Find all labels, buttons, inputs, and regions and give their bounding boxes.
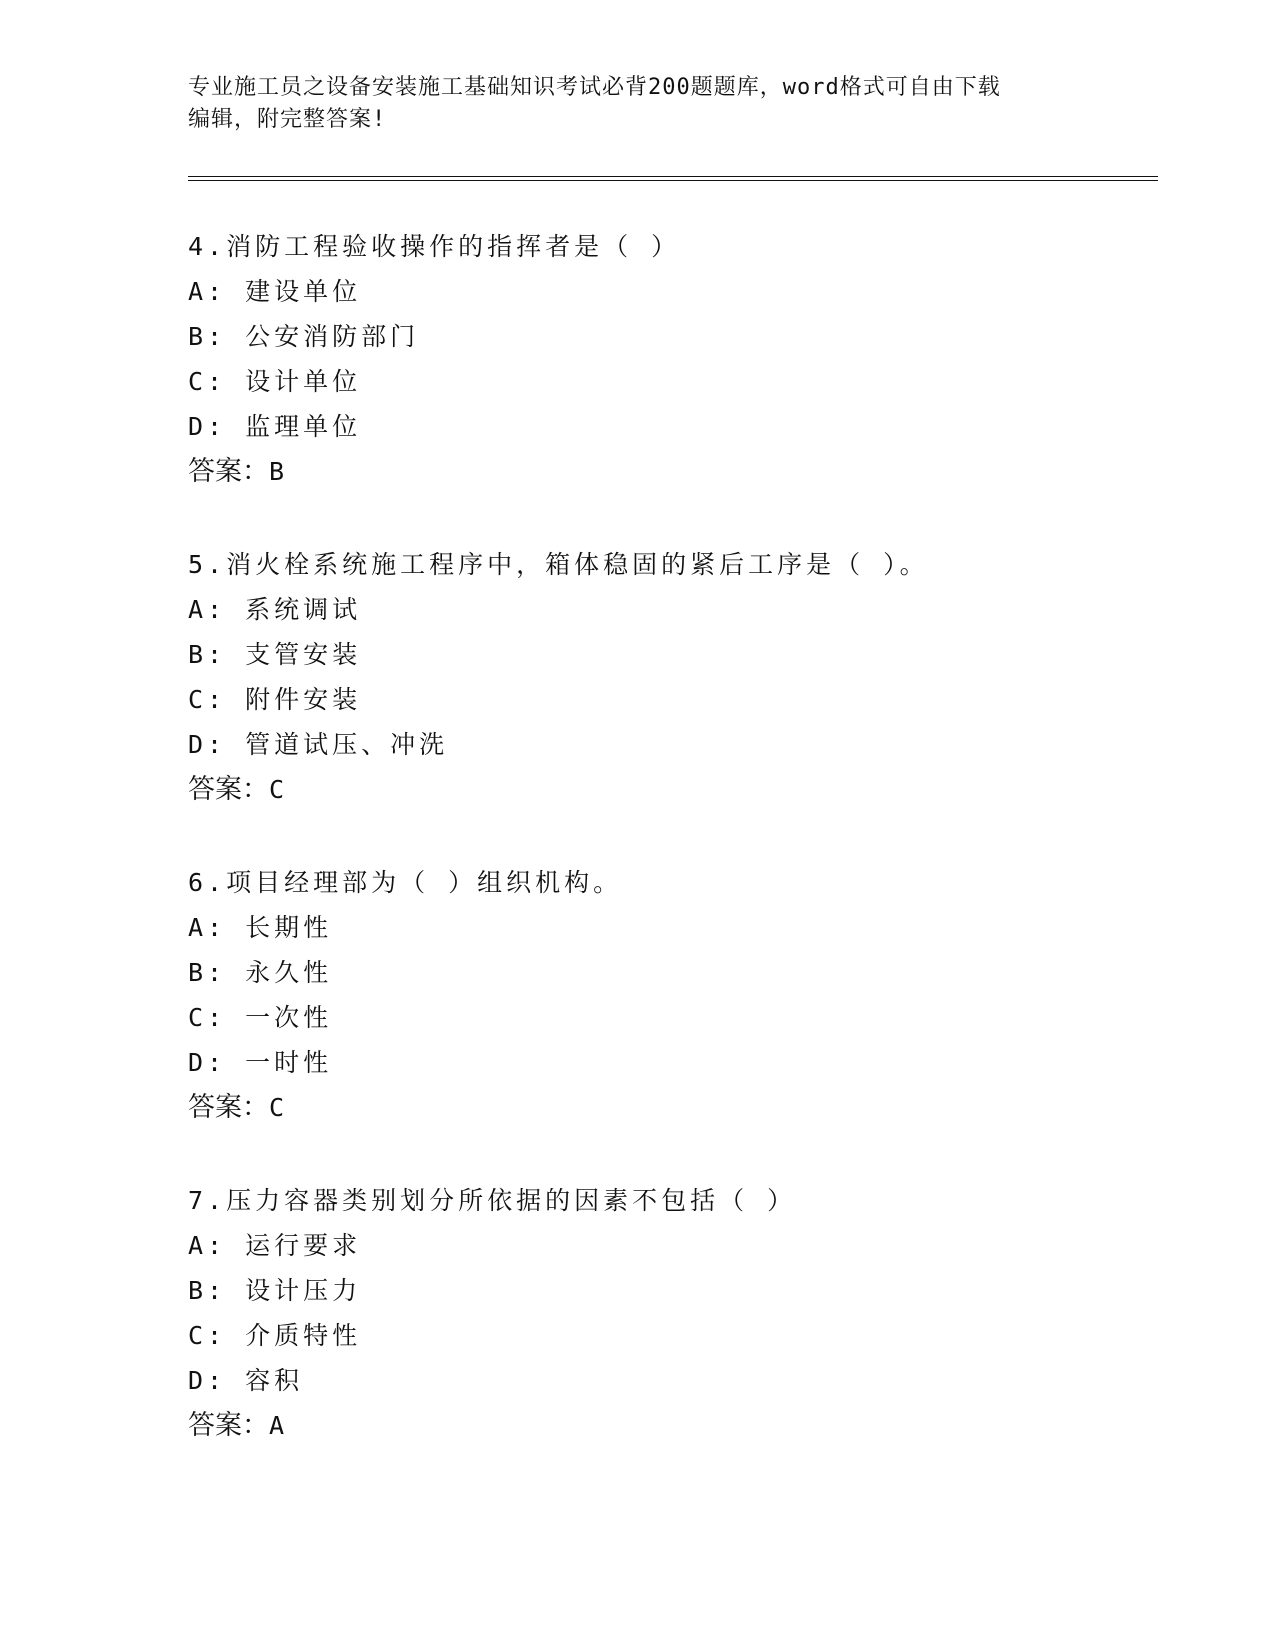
answer-line — [188, 767, 1088, 813]
answer-value: A — [269, 1411, 285, 1440]
question-stem: 6.项目经理部为（ ）组织机构。 — [188, 868, 623, 897]
question-stem: 4.消防工程验收操作的指挥者是（ ） — [188, 232, 681, 261]
question-7 — [188, 1178, 1088, 1449]
option-a: A: 建设单位 — [188, 277, 362, 306]
option-a: A: 运行要求 — [188, 1231, 362, 1260]
option-a: A: 系统调试 — [188, 595, 362, 624]
question-stem: 5.消火栓系统施工程序中，箱体稳固的紧后工序是（ ）。 — [188, 550, 929, 579]
option-b: B: 设计压力 — [188, 1276, 362, 1305]
answer-label: 答案： — [188, 774, 269, 805]
answer-label: 答案： — [188, 1410, 269, 1441]
option-b: B: 公安消防部门 — [188, 322, 420, 351]
question-4 — [188, 224, 1088, 495]
answer-line — [188, 1085, 1088, 1131]
answer-value: C — [269, 775, 285, 804]
option-b: B: 支管安装 — [188, 640, 362, 669]
answer-value: B — [269, 457, 285, 486]
question-5 — [188, 542, 1088, 813]
answer-line — [188, 1403, 1088, 1449]
header-divider — [188, 176, 1158, 181]
option-c: C: 附件安装 — [188, 685, 362, 714]
answer-line — [188, 449, 1088, 495]
option-d: D: 监理单位 — [188, 412, 362, 441]
option-d: D: 容积 — [188, 1366, 304, 1395]
answer-label: 答案： — [188, 456, 269, 487]
answer-label: 答案： — [188, 1092, 269, 1123]
header-line-2: 编辑，附完整答案! — [188, 107, 387, 132]
option-b: B: 永久性 — [188, 958, 333, 987]
document-header — [188, 72, 1088, 136]
option-c: C: 设计单位 — [188, 367, 362, 396]
option-c: C: 介质特性 — [188, 1321, 362, 1350]
question-6 — [188, 860, 1088, 1131]
option-a: A: 长期性 — [188, 913, 333, 942]
header-line-1: 专业施工员之设备安装施工基础知识考试必背200题题库，word格式可自由下载 — [188, 75, 1001, 100]
question-stem: 7.压力容器类别划分所依据的因素不包括（ ） — [188, 1186, 797, 1215]
option-d: D: 一时性 — [188, 1048, 333, 1077]
option-d: D: 管道试压、冲洗 — [188, 730, 449, 759]
option-c: C: 一次性 — [188, 1003, 333, 1032]
answer-value: C — [269, 1093, 285, 1122]
